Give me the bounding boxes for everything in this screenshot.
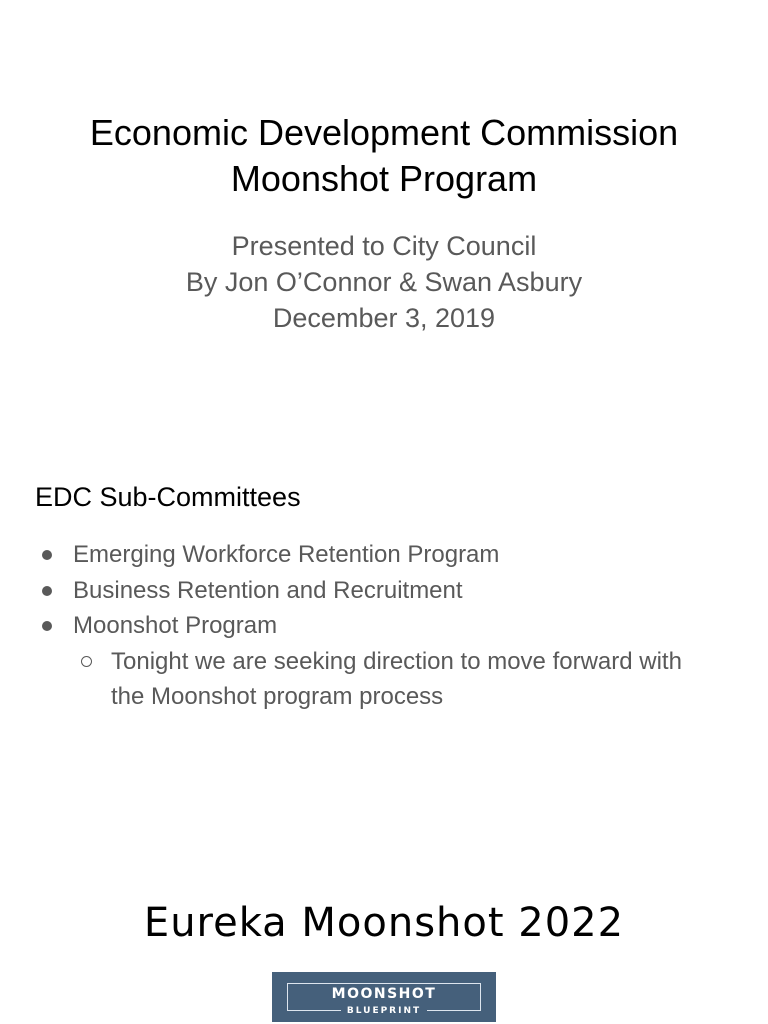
list-item: [0, 608, 768, 644]
moonshot-blueprint-logo: [272, 972, 496, 1022]
sub-list-item-line-2: the Moonshot program process: [111, 683, 444, 710]
bullet-list: [0, 537, 768, 715]
presentation-subtitle: [0, 228, 768, 336]
list-item: [0, 537, 768, 573]
logo-sub-wrap: [272, 1003, 496, 1017]
sub-list-item-line-1: Tonight we are seeking direction to move forward with: [111, 647, 682, 675]
list-item-text: Moonshot Program: [73, 612, 278, 639]
list-item-text: Emerging Workforce Retention Program: [73, 541, 500, 568]
title-line-1: Economic Development Commission: [89, 112, 679, 153]
logo-main-text: MOONSHOT: [331, 986, 437, 1002]
list-item: [0, 573, 768, 609]
page-title: [0, 110, 768, 202]
bullet-dot-icon: [42, 586, 52, 596]
sub-list-item: [0, 644, 768, 715]
section-heading: EDC Sub-Committees: [35, 482, 301, 512]
list-item-text: Business Retention and Recruitment: [73, 576, 463, 604]
bullet-dot-icon: [42, 550, 52, 560]
subtitle-audience: Presented to City Council: [231, 231, 537, 261]
bullet-ring-icon: [81, 656, 92, 667]
logo-sub-text: BLUEPRINT: [341, 1005, 427, 1017]
bullet-dot-icon: [42, 621, 52, 631]
footer-title: Eureka Moonshot 2022: [143, 900, 625, 946]
title-line-2: Moonshot Program: [230, 158, 538, 199]
subtitle-presenters: By Jon O’Connor & Swan Asbury: [185, 267, 583, 297]
subtitle-date: December 3, 2019: [272, 303, 496, 333]
